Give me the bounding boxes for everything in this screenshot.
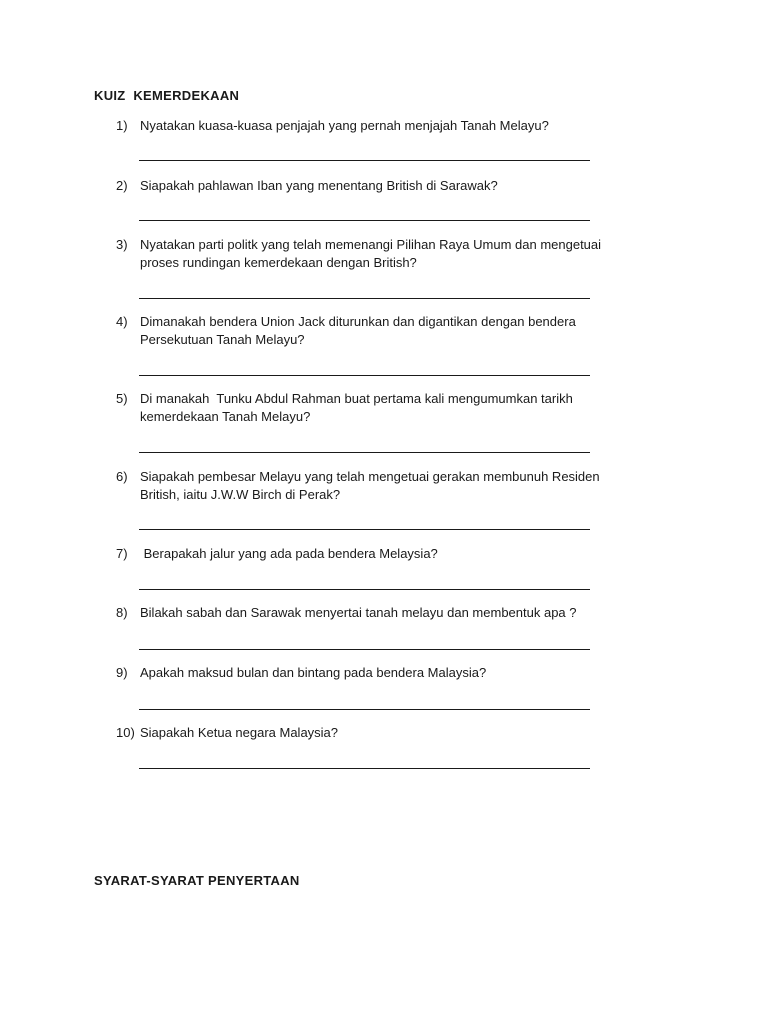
answer-line-9[interactable] — [139, 709, 590, 710]
question-number: 10) — [116, 725, 135, 740]
question-text: Nyatakan kuasa-kuasa penjajah yang pernah menjajah Tanah Melayu? — [140, 118, 549, 133]
question-text: Siapakah Ketua negara Malaysia? — [140, 725, 339, 740]
question-number: 8) — [116, 605, 128, 620]
question-number: 4) — [116, 314, 128, 329]
question-number: 6) — [116, 469, 128, 484]
answer-line-6[interactable] — [139, 529, 590, 530]
answer-line-2[interactable] — [139, 220, 590, 221]
answer-line-3[interactable] — [139, 298, 590, 299]
answer-line-4[interactable] — [139, 375, 590, 376]
question-number: 7) — [116, 546, 128, 561]
question-text: Bilakah sabah dan Sarawak menyertai tanah melayu dan membentuk apa ? — [140, 605, 577, 620]
question-text: Di manakah Tunku Abdul Rahman buat pertama kali mengumumkan tarikh kemerdekaan Tanah Melayu? — [140, 391, 573, 424]
question-number: 9) — [116, 665, 128, 680]
question-text: Apakah maksud bulan dan bintang pada bendera Malaysia? — [140, 665, 487, 680]
question-number: 1) — [116, 118, 128, 133]
question-number: 3) — [116, 237, 128, 252]
question-text: Siapakah pahlawan Iban yang menentang British di Sarawak? — [140, 178, 498, 193]
question-number: 5) — [116, 391, 128, 406]
question-text: Berapakah jalur yang ada pada bendera Melaysia? — [140, 546, 438, 561]
section-title-syarat: SYARAT-SYARAT PENYERTAAN — [94, 873, 300, 888]
answer-line-5[interactable] — [139, 452, 590, 453]
quiz-title: KUIZ KEMERDEKAAN — [94, 88, 240, 103]
question-number: 2) — [116, 178, 128, 193]
answer-line-7[interactable] — [139, 589, 590, 590]
question-text: Dimanakah bendera Union Jack diturunkan dan digantikan dengan bendera Persekutuan Tanah Melayu? — [140, 314, 576, 347]
answer-line-10[interactable] — [139, 768, 590, 769]
question-text: Nyatakan parti politk yang telah memenangi Pilihan Raya Umum dan mengetuai proses rundingan kemerdekaan dengan British? — [140, 237, 602, 270]
question-text: Siapakah pembesar Melayu yang telah mengetuai gerakan membunuh Residen British, iaitu J.W.W Birch di Perak? — [140, 469, 600, 502]
answer-line-8[interactable] — [139, 649, 590, 650]
answer-line-1[interactable] — [139, 160, 590, 161]
